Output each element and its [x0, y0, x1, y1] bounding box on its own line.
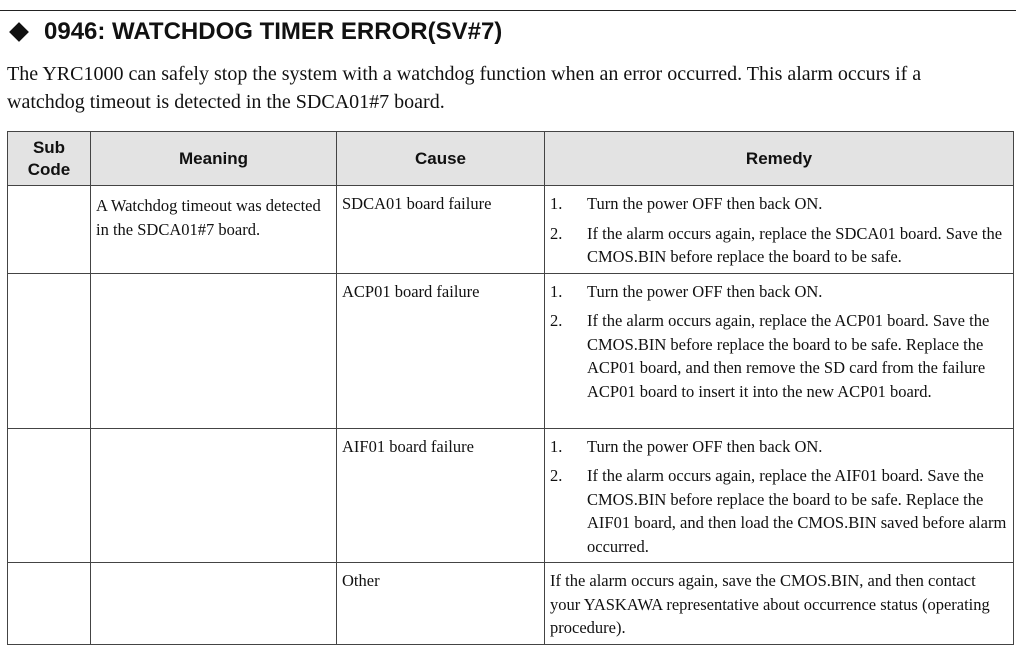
step-number: 2. [550, 223, 563, 243]
remedy-step [550, 464, 1007, 558]
meaning-cell: A Watchdog timeout was detected in the SDCA01#7 board. [91, 186, 337, 274]
table-row [8, 186, 1014, 274]
step-number: 2. [550, 311, 563, 330]
sub-code-cell [8, 186, 91, 274]
cause-cell: SDCA01 board failure [337, 186, 545, 274]
step-text: If the alarm occurs again, replace the ACP01 board. Save the CMOS.BIN before replace the board to be safe. Replace the ACP01 board, and then remove the SD card from the failure ACP01 board to insert it into the new ACP01 board. [587, 311, 990, 401]
intro-paragraph [7, 60, 1017, 116]
sub-code-cell [8, 428, 91, 563]
remedy-cell [545, 428, 1014, 563]
header-sub-code-line-1: Sub [32, 137, 66, 157]
top-rule [0, 10, 1016, 11]
step-number: 1. [550, 436, 563, 456]
meaning-cell [91, 273, 337, 428]
remedy-step [550, 192, 1007, 216]
intro-line-2: watchdog timeout is detected in the SDCA01#7 board. [7, 91, 445, 113]
section-heading [6, 15, 502, 49]
sub-code-cell [8, 563, 91, 645]
intro-line-1: The YRC1000 can safely stop the system with a watchdog function when an error occurred. This alarm occurs if a [7, 63, 922, 85]
diamond-bullet-icon [9, 22, 29, 42]
header-remedy: Remedy [545, 132, 1014, 186]
remedy-cell [545, 273, 1014, 428]
cause-cell: AIF01 board failure [337, 428, 545, 563]
header-cause: Cause [337, 132, 545, 186]
header-meaning: Meaning [91, 132, 337, 186]
table-row [8, 273, 1014, 428]
meaning-cell [91, 563, 337, 645]
remedy-cell [545, 186, 1014, 274]
step-number: 2. [550, 466, 563, 485]
alarm-table [7, 131, 1014, 645]
step-number: 1. [550, 194, 563, 213]
remedy-step [550, 309, 1007, 403]
remedy-step [550, 222, 1007, 269]
meaning-cell [91, 428, 337, 563]
remedy-text: If the alarm occurs again, save the CMOS.BIN, and then contact your YASKAWA representative about occurrence status (operating procedure). [550, 571, 990, 637]
cause-cell: ACP01 board failure [337, 273, 545, 428]
header-sub-code-line-2: Code [27, 159, 71, 179]
table-header-row [8, 132, 1014, 186]
sub-code-cell [8, 273, 91, 428]
step-text: Turn the power OFF then back ON. [587, 194, 823, 213]
table-row [8, 428, 1014, 563]
step-text: If the alarm occurs again, replace the AIF01 board. Save the CMOS.BIN before replace the board to be safe. Replace the AIF01 board, and then load the CMOS.BIN saved before alarm occurred. [587, 466, 1007, 556]
remedy-step [550, 280, 1007, 304]
header-sub-code [8, 132, 91, 186]
remedy-step [550, 435, 1007, 459]
section-title: 0946: WATCHDOG TIMER ERROR(SV#7) [44, 18, 503, 45]
cause-cell: Other [337, 563, 545, 645]
step-text: Turn the power OFF then back ON. [587, 281, 823, 301]
step-text: If the alarm occurs again, replace the SDCA01 board. Save the CMOS.BIN before replace the board to be safe. [587, 223, 1003, 266]
table-row [8, 563, 1014, 645]
step-text: Turn the power OFF then back ON. [587, 436, 823, 456]
remedy-cell [545, 563, 1014, 645]
step-number: 1. [550, 281, 563, 301]
